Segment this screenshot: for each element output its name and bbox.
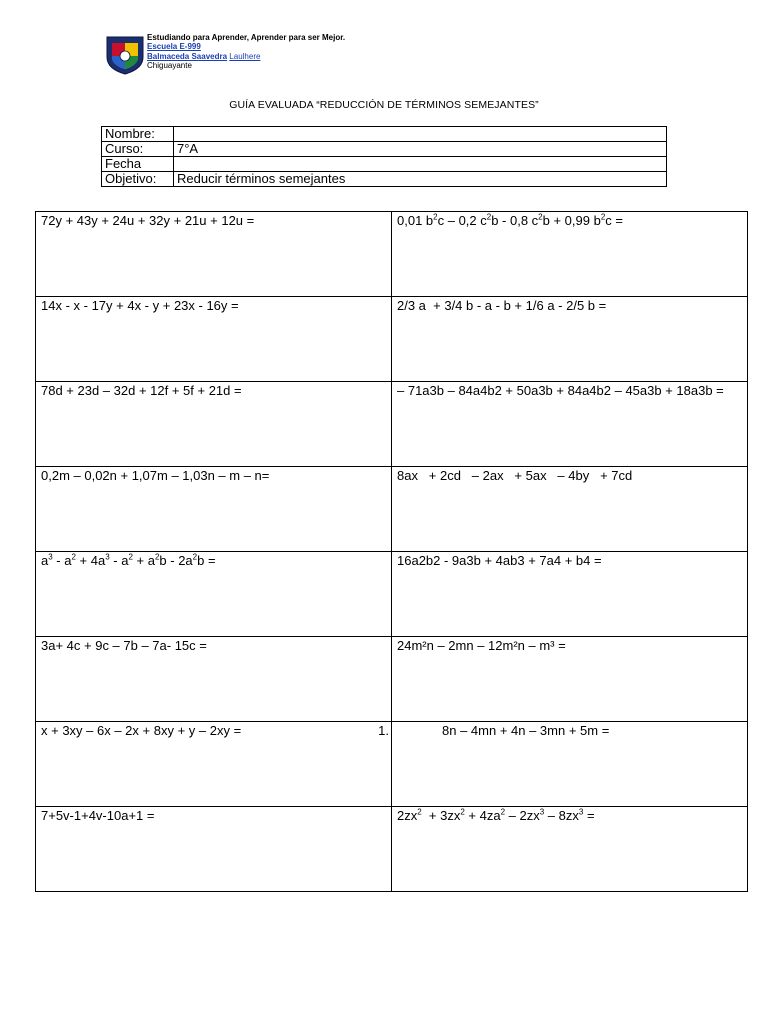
street-surname-link[interactable]: Laulhere	[229, 51, 261, 61]
exercise-cell	[392, 807, 748, 892]
info-value	[174, 157, 667, 172]
exercise-cell	[36, 722, 392, 807]
city: Chiguayante	[147, 61, 192, 71]
exercise-text: 24m²n – 2mn – 12m²n – m³ =	[397, 638, 566, 653]
exercise-cell	[36, 467, 392, 552]
exercise-cell	[392, 212, 748, 297]
exercise-text: – 71a3b – 84a4b2 + 50a3b + 84a4b2 – 45a3b + 18a3b =	[397, 383, 724, 398]
exercise-cell	[392, 467, 748, 552]
info-value: 7°A	[174, 142, 667, 157]
school-name-link[interactable]: Escuela E-999	[147, 42, 201, 52]
exercise-text: 2/3 a + 3/4 b - a - b + 1/6 a - 2/5 b =	[397, 298, 607, 313]
school-motto: Estudiando para Aprender, Aprender para ser Mejor.	[147, 33, 346, 42]
info-value: Reducir términos semejantes	[174, 172, 667, 187]
exercise-text: 72y + 43y + 24u + 32y + 21u + 12u =	[41, 213, 255, 228]
exercise-text: 78d + 23d – 32d + 12f + 5f + 21d =	[41, 383, 242, 398]
street-link[interactable]: Balmaceda Saavedra	[147, 51, 228, 61]
exercise-text: 7+5v-1+4v-10a+1 =	[41, 808, 155, 823]
exercise-cell	[392, 297, 748, 382]
exercise-cell	[36, 552, 392, 637]
exercises-table	[35, 211, 748, 892]
school-info	[147, 33, 345, 71]
exercise-cell	[392, 637, 748, 722]
exercise-cell	[36, 382, 392, 467]
exercise-row	[36, 722, 748, 807]
exercise-text: 0,2m – 0,02n + 1,07m – 1,03n – m – n=	[41, 468, 270, 483]
info-label: Objetivo:	[102, 172, 174, 187]
exercise-cell	[392, 722, 748, 807]
info-value	[174, 127, 667, 142]
list-number: 1.	[378, 723, 389, 738]
exercise-cell	[36, 212, 392, 297]
info-row	[102, 157, 667, 172]
school-crest-icon	[104, 35, 146, 75]
exercise-row	[36, 467, 748, 552]
info-label: Curso:	[102, 142, 174, 157]
exercise-row	[36, 807, 748, 892]
info-row	[102, 172, 667, 187]
exercise-text: x + 3xy – 6x – 2x + 8xy + y – 2xy =	[41, 723, 242, 738]
exercise-cell	[36, 297, 392, 382]
exercise-text: 8n – 4mn + 4n – 3mn + 5m =	[442, 723, 610, 738]
exercise-cell	[392, 382, 748, 467]
exercise-text: 3a+ 4c + 9c – 7b – 7a- 15c =	[41, 638, 207, 653]
info-row	[102, 127, 667, 142]
exercise-cell	[392, 552, 748, 637]
exercise-row	[36, 552, 748, 637]
page-title: GUÍA EVALUADA “REDUCCIÓN DE TÉRMINOS SEMEJANTES”	[229, 99, 539, 111]
exercise-text: 14x - x - 17y + 4x - y + 23x - 16y =	[41, 298, 239, 313]
exercise-text: $a^3 - a^2 + 4a^3 - a^2 + a^2b - 2a^2b$ =	[41, 552, 216, 568]
info-label: Fecha	[102, 157, 174, 172]
exercise-row	[36, 297, 748, 382]
exercise-row	[36, 637, 748, 722]
info-label: Nombre:	[102, 127, 174, 142]
exercise-cell	[36, 637, 392, 722]
exercise-row	[36, 382, 748, 467]
student-info-table	[101, 126, 667, 187]
exercise-text: 8ax + 2cd – 2ax + 5ax – 4by + 7cd	[397, 468, 633, 483]
exercise-text: $2zx^2 + 3zx^2 + 4za^2 - 2zx^3 - 8zx^3$ =	[397, 807, 595, 823]
exercise-text: 16a2b2 - 9a3b + 4ab3 + 7a4 + b4 =	[397, 553, 602, 568]
info-row	[102, 142, 667, 157]
exercise-row	[36, 212, 748, 297]
exercise-cell	[36, 807, 392, 892]
exercise-text: 0,01 $b^2c - 0,2$ $c^2b - 0,8$ $c^2b + 0,99$ $b^2c$ =	[397, 212, 623, 228]
